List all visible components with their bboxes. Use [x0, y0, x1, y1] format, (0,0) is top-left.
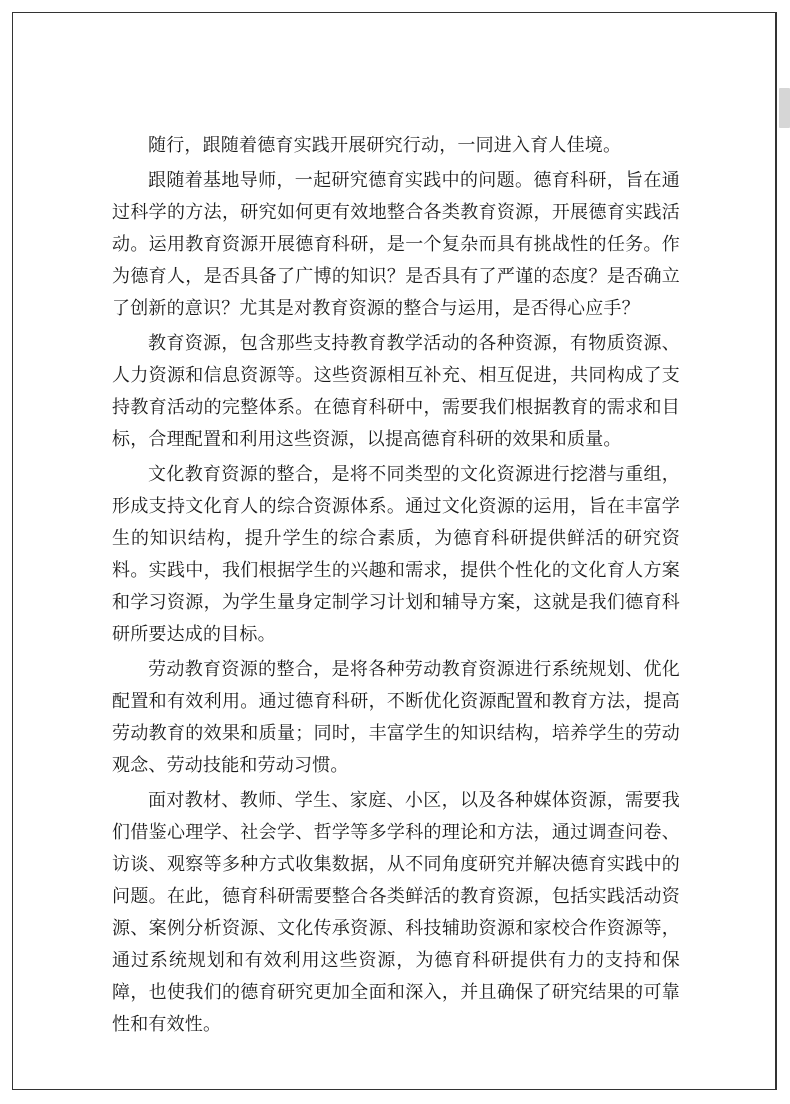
paragraph-4: 文化教育资源的整合，是将不同类型的文化资源进行挖潜与重组，形成支持文化育人的综合资源体系。通过文化资源的运用，旨在丰富学生的知识结构，提升学生的综合素质，为德育科研提供鲜活的研究资料。实践中，我们根据学生的兴趣和需求，提供个性化的文化育人方案和学习资源，为学生量身定制学习计划和辅导方案，这就是我们德育科研所要达成的目标。: [112, 464, 680, 645]
scrollbar-thumb[interactable]: [779, 88, 790, 128]
scrollbar-track[interactable]: [777, 0, 790, 1104]
document-body: [112, 130, 680, 1044]
paragraph-3: 教育资源，包含那些支持教育教学活动的各种资源，有物质资源、人力资源和信息资源等。这些资源相互补充、相互促进，共同构成了支持教育活动的完整体系。在德育科研中，需要我们根据教育的需求和目标，合理配置和利用这些资源，以提高德育科研的效果和质量。: [112, 333, 680, 450]
paragraph-5: 劳动教育资源的整合，是将各种劳动教育资源进行系统规划、优化配置和有效利用。通过德育科研，不断优化资源配置和教育方法，提高劳动教育的效果和质量；同时，丰富学生的知识结构，培养学生的劳动观念、劳动技能和劳动习惯。: [112, 659, 680, 776]
paragraph-2: 跟随着基地导师，一起研究德育实践中的问题。德育科研，旨在通过科学的方法，研究如何更有效地整合各类教育资源，开展德育实践活动。运用教育资源开展德育科研，是一个复杂而具有挑战性的任务。作为德育人，是否具备了广博的知识？是否具有了严谨的态度？是否确立了创新的意识？尤其是对教育资源的整合与运用，是否得心应手？: [112, 170, 680, 319]
paragraph-1: 随行，跟随着德育实践开展研究行动，一同进入育人佳境。: [148, 135, 622, 156]
paragraph-6: 面对教材、教师、学生、家庭、小区，以及各种媒体资源，需要我们借鉴心理学、社会学、哲学等多学科的理论和方法，通过调查问卷、访谈、观察等多种方式收集数据，从不同角度研究并解决德育实践中的问题。在此，德育科研需要整合各类鲜活的教育资源，包括实践活动资源、案例分析资源、文化传承资源、科技辅助资源和家校合作资源等，通过系统规划和有效利用这些资源，为德育科研提供有力的支持和保障，也使我们的德育研究更加全面和深入，并且确保了研究结果的可靠性和有效性。: [112, 790, 680, 1035]
